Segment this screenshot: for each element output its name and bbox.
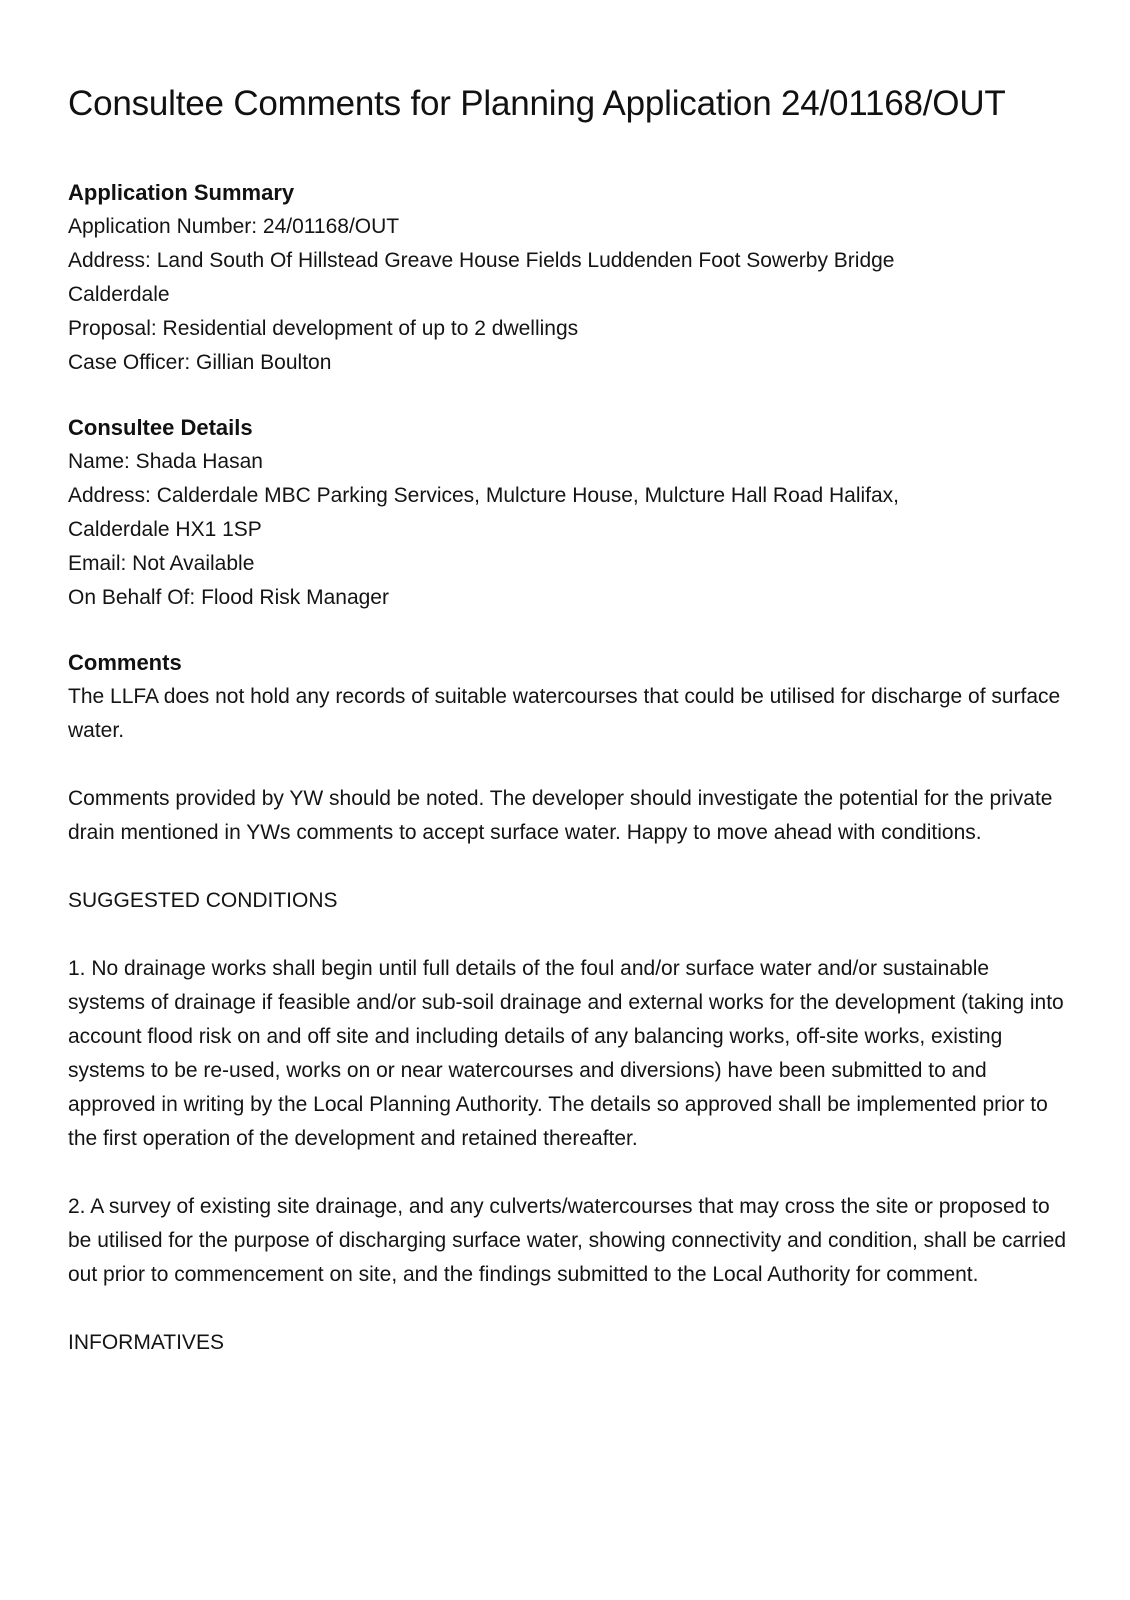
application-summary-section — [68, 176, 1068, 380]
application-summary-heading: Application Summary — [68, 180, 295, 205]
application-proposal: Proposal: Residential development of up to 2 dwellings — [68, 317, 579, 340]
consultee-details-heading: Consultee Details — [68, 415, 253, 440]
condition-1: 1. No drainage works shall begin until full details of the foul and/or surface water and/or sustainable systems of drainage if feasible and/or sub-soil drainage and external works for the development (taking into account flood risk on and off site and including details of any balancing works, off-site works, existing systems to be re-used, works on or near watercourses and diversions) have been submitted to and approved in writing by the Local Planning Authority. The details so approved shall be implemented prior to the first operation of the development and retained thereafter. — [68, 957, 1064, 1150]
consultee-address: Address: Calderdale MBC Parking Services, Mulcture House, Mulcture Hall Road Halifax, — [68, 484, 899, 507]
application-address: Address: Land South Of Hillstead Greave House Fields Luddenden Foot Sowerby Bridge — [68, 249, 895, 272]
informatives-heading: INFORMATIVES — [68, 1331, 224, 1354]
condition-2: 2. A survey of existing site drainage, and any culverts/watercourses that may cross the site or proposed to be utilised for the purpose of discharging surface water, showing connectivity and condition, shall be carried out prior to commencement on site, and the findings submitted to the Local Authority for comment. — [68, 1195, 1067, 1286]
consultee-name: Name: Shada Hasan — [68, 450, 263, 473]
consultee-details-section — [68, 411, 1068, 615]
consultee-address-continued: Calderdale HX1 1SP — [68, 518, 262, 541]
comment-paragraph-1: The LLFA does not hold any records of suitable watercourses that could be utilised for discharge of surface water. — [68, 685, 1061, 742]
consultee-email: Email: Not Available — [68, 552, 255, 575]
application-number: Application Number: 24/01168/OUT — [68, 215, 400, 238]
case-officer: Case Officer: Gillian Boulton — [68, 351, 332, 374]
suggested-conditions-heading: SUGGESTED CONDITIONS — [68, 889, 338, 912]
comment-paragraph-2: Comments provided by YW should be noted. The developer should investigate the potential for the private drain mentioned in YWs comments to accept surface water. Happy to move ahead with conditions. — [68, 787, 1053, 844]
comments-section — [68, 646, 1068, 1360]
consultee-on-behalf-of: On Behalf Of: Flood Risk Manager — [68, 586, 389, 609]
page-title: Consultee Comments for Planning Application 24/01168/OUT — [68, 84, 1006, 123]
comments-heading: Comments — [68, 650, 182, 675]
application-address-continued: Calderdale — [68, 283, 170, 306]
